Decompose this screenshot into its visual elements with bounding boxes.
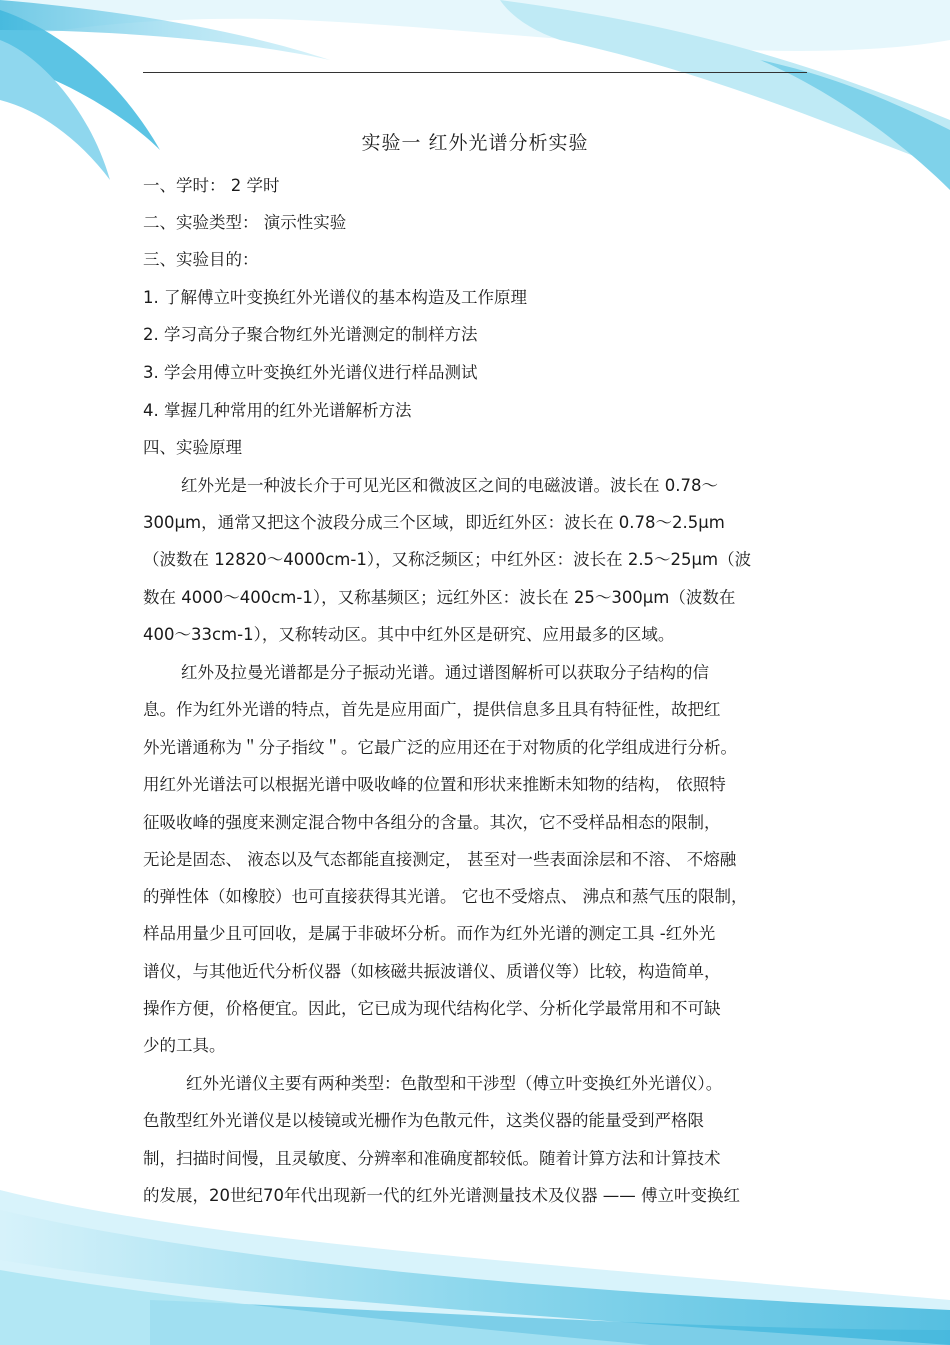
- purpose-item: 1. 了解傅立叶变换红外光谱仪的基本构造及工作原理: [143, 288, 527, 307]
- section-purpose-heading: 三、实验目的：: [143, 250, 259, 269]
- header-rule: [143, 72, 807, 73]
- body-line: 操作方便，价格便宜。因此，它已成为现代结构化学、分析化学最常用和不可缺: [143, 999, 721, 1018]
- body-line: 400～33cm-1），又称转动区。其中中红外区是研究、应用最多的区域。: [143, 625, 675, 644]
- section-type: 二、实验类型： 演示性实验: [143, 213, 347, 232]
- body-line: 征吸收峰的强度来测定混合物中各组分的含量。其次，它不受样品相态的限制，: [143, 813, 721, 832]
- body-line: 红外及拉曼光谱都是分子振动光谱。通过谱图解析可以获取分子结构的信: [181, 663, 709, 682]
- body-line: 300μm，通常又把这个波段分成三个区域，即近红外区：波长在 0.78～2.5μm: [143, 513, 725, 532]
- body-line: 色散型红外光谱仪是以棱镜或光栅作为色散元件，这类仪器的能量受到严格限: [143, 1111, 704, 1130]
- section-principle-heading: 四、实验原理: [143, 438, 242, 457]
- section-hours: 一、学时： 2 学时: [143, 176, 280, 195]
- body-line: 制，扫描时间慢，且灵敏度、分辨率和准确度都较低。随着计算方法和计算技术: [143, 1149, 721, 1168]
- body-line: 的弹性体（如橡胶）也可直接获得其光谱。 它也不受熔点、 沸点和蒸气压的限制，: [143, 887, 748, 906]
- purpose-item: 3. 学会用傅立叶变换红外光谱仪进行样品测试: [143, 363, 478, 382]
- body-line: 样品用量少且可回收，是属于非破坏分析。而作为红外光谱的测定工具 -红外光: [143, 924, 716, 943]
- body-line: 红外光谱仪主要有两种类型：色散型和干涉型（傅立叶变换红外光谱仪）。: [186, 1074, 723, 1093]
- body-line: （波数在 12820～4000cm-1），又称泛频区；中红外区：波长在 2.5～25μm（波: [143, 550, 752, 569]
- body-line: 少的工具。: [143, 1036, 226, 1055]
- body-line: 的发展，20世纪70年代出现新一代的红外光谱测量技术及仪器 —— 傅立叶变换红: [143, 1186, 740, 1205]
- body-line: 无论是固态、 液态以及气态都能直接测定， 甚至对一些表面涂层和不溶、 不熔融: [143, 850, 737, 869]
- purpose-item: 4. 掌握几种常用的红外光谱解析方法: [143, 401, 412, 420]
- purpose-item: 2. 学习高分子聚合物红外光谱测定的制样方法: [143, 325, 478, 344]
- body-line: 外光谱通称为＂分子指纹＂。它最广泛的应用还在于对物质的化学组成进行分析。: [143, 738, 737, 757]
- body-line: 息。作为红外光谱的特点，首先是应用面广，提供信息多且具有特征性，故把红: [143, 700, 721, 719]
- body-line: 用红外光谱法可以根据光谱中吸收峰的位置和形状来推断未知物的结构， 依照特: [143, 775, 726, 794]
- body-line: 谱仪，与其他近代分析仪器（如核磁共振波谱仪、质谱仪等）比较，构造简单，: [143, 962, 721, 981]
- body-line: 数在 4000～400cm-1），又称基频区；远红外区：波长在 25～300μm（波数在: [143, 588, 736, 607]
- page-title: 实验一 红外光谱分析实验: [361, 132, 589, 154]
- body-line: 红外光是一种波长介于可见光区和微波区之间的电磁波谱。波长在 0.78～: [181, 476, 718, 495]
